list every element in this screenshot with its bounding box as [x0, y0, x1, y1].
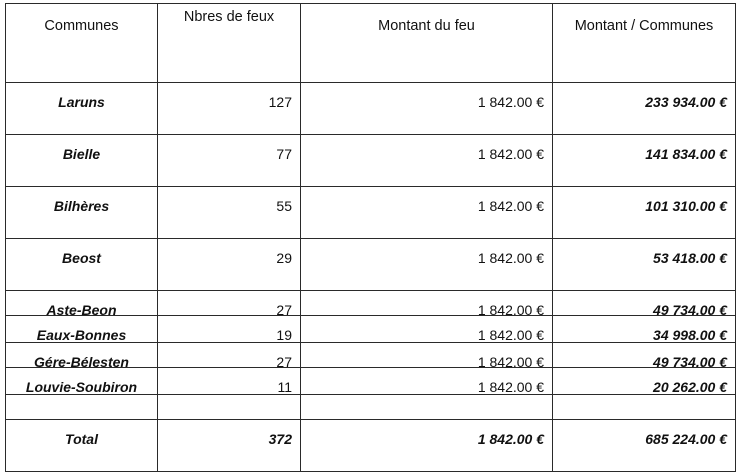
montant-commune: 34 998.00 € [553, 316, 736, 368]
montant-feu: 1 842.00 € [301, 343, 553, 395]
feux-count: 11 [158, 368, 301, 420]
montant-feu: 1 842.00 € [301, 83, 553, 135]
montant-feu: 1 842.00 € [301, 368, 553, 420]
total-label: Total [6, 420, 158, 472]
commune-name: Louvie-Soubiron [6, 368, 158, 420]
montant-commune: 53 418.00 € [553, 239, 736, 291]
table-row [6, 187, 736, 239]
montant-feu: 1 842.00 € [301, 187, 553, 239]
table-row [6, 316, 736, 368]
commune-name: Aste-Beon [6, 291, 158, 343]
feux-count: 27 [158, 343, 301, 395]
table-row [6, 135, 736, 187]
montant-feu: 1 842.00 € [301, 135, 553, 187]
header-nbres-feux: Nbres de feux [158, 4, 301, 83]
total-row [6, 420, 736, 472]
total-feux: 372 [158, 420, 301, 472]
montant-commune: 20 262.00 € [553, 368, 736, 420]
header-row [6, 4, 736, 83]
commune-name: Gére-Bélesten [6, 343, 158, 395]
montant-commune: 101 310.00 € [553, 187, 736, 239]
montant-commune: 233 934.00 € [553, 83, 736, 135]
feux-count: 55 [158, 187, 301, 239]
header-communes: Communes [6, 4, 158, 83]
montant-commune: 49 734.00 € [553, 343, 736, 395]
feux-count: 27 [158, 291, 301, 343]
commune-name: Bilhères [6, 187, 158, 239]
feux-count: 127 [158, 83, 301, 135]
table-row [6, 239, 736, 291]
commune-name: Bielle [6, 135, 158, 187]
grand-total: 685 224.00 € [553, 420, 736, 472]
montant-commune: 141 834.00 € [553, 135, 736, 187]
communes-table-secondary [5, 315, 736, 472]
header-montant-communes: Montant / Communes [553, 4, 736, 83]
montant-feu: 1 842.00 € [301, 239, 553, 291]
table-row [6, 83, 736, 135]
total-montant-feu: 1 842.00 € [301, 420, 553, 472]
montant-feu: 1 842.00 € [301, 316, 553, 368]
table-row [6, 368, 736, 420]
montant-feu: 1 842.00 € [301, 291, 553, 343]
feux-count: 29 [158, 239, 301, 291]
montant-commune: 49 734.00 € [553, 291, 736, 343]
commune-name: Beost [6, 239, 158, 291]
header-montant-feu: Montant du feu [301, 4, 553, 83]
feux-count: 19 [158, 316, 301, 368]
commune-name: Laruns [6, 83, 158, 135]
commune-name: Eaux-Bonnes [6, 316, 158, 368]
feux-count: 77 [158, 135, 301, 187]
